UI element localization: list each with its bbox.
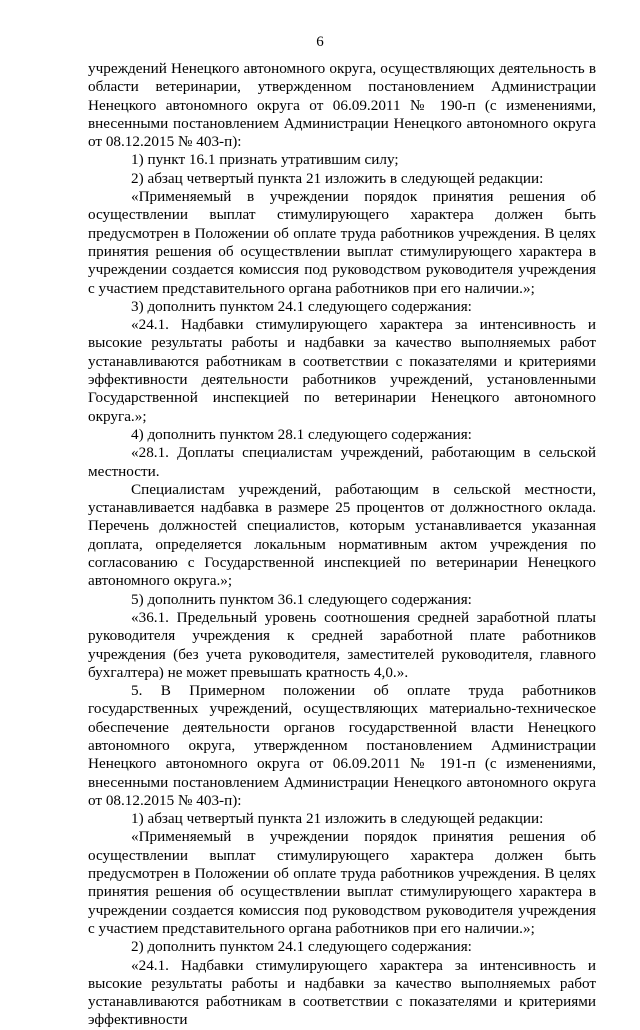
paragraph: «24.1. Надбавки стимулирующего характера за интенсивность и высокие результаты работы и надбавки за качество выполняемых работ устанавливаются работникам в соответствии с показателями и критериями эффективности деятельности работников учреждений, установленными Государственной инспекцией по ветеринарии Ненецкого автономного округа.»; [88, 316, 596, 425]
page-number: 6 [316, 34, 324, 50]
paragraph: 1) абзац четвертый пункта 21 изложить в следующей редакции: [131, 810, 544, 828]
paragraph: 5) дополнить пунктом 36.1 следующего содержания: [131, 590, 472, 608]
paragraph: «24.1. Надбавки стимулирующего характера за интенсивность и высокие результаты работы и надбавки за качество выполняемых работ устанавливаются работникам в соответствии с показателями и критериями эффективности [88, 956, 596, 1029]
paragraph: 3) дополнить пунктом 24.1 следующего содержания: [131, 297, 472, 315]
paragraph: «Применяемый в учреждении порядок принятия решения об осуществлении выплат стимулирующего характера должен быть предусмотрен в Положении об оплате труда работников учреждения. В целях принятия решения об осуществлении выплат стимулирующего характера в учреждении создается комиссия под руководством руководителя учреждения с участием представительного органа работников при его наличии.»; [88, 828, 596, 937]
paragraph: 4) дополнить пунктом 28.1 следующего содержания: [131, 425, 472, 443]
paragraph: «Применяемый в учреждении порядок принятия решения об осуществлении выплат стимулирующего характера должен быть предусмотрен в Положении об оплате труда работников учреждения. В целях принятия решения об осуществлении выплат стимулирующего характера в учреждении создается комиссия под руководством руководителя учреждения с участием представительного органа работников при его наличии.»; [88, 188, 596, 297]
document-body [88, 60, 596, 1030]
paragraph: 5. В Примерном положении об оплате труда работников государственных учреждений, осуществляющих материально-техническое обеспечение деятельности органов государственной власти Ненецкого автономного округа, утвержденном постановлением Администрации Ненецкого автономного округа от 06.09.2011 № 191-п (с изменениями, внесенными постановлением Администрации Ненецкого автономного округа от 08.12.2015 № 403-п): [88, 682, 596, 809]
paragraph: «36.1. Предельный уровень соотношения средней заработной платы руководителя учреждения к средней заработной плате работников учреждения (без учета руководителя, заместителей руководителя, главного бухгалтера) не может превышать кратность 4,0.». [88, 608, 596, 681]
paragraph: учреждений Ненецкого автономного округа, осуществляющих деятельность в области ветеринарии, утвержденном постановлением Администрации Ненецкого автономного округа от 06.09.2011 № 190-п (с изменениями, внесенными постановлением Администрации Ненецкого автономного округа от 08.12.2015 № 403-п): [88, 60, 596, 151]
paragraph: Специалистам учреждений, работающим в сельской местности, устанавливается надбавка в размере 25 процентов от должностного оклада. Перечень должностей специалистов, которым устанавливается указанная доплата, определяется локальным нормативным актом учреждения по согласованию с Государственной инспекцией по ветеринарии Ненецкого автономного округа.»; [88, 480, 596, 590]
paragraph: 2) дополнить пунктом 24.1 следующего содержания: [131, 938, 472, 956]
paragraph: «28.1. Доплаты специалистам учреждений, работающим в сельской местности. [88, 444, 596, 480]
paragraph: 1) пункт 16.1 признать утратившим силу; [131, 151, 399, 169]
paragraph: 2) абзац четвертый пункта 21 изложить в следующей редакции: [131, 169, 544, 187]
